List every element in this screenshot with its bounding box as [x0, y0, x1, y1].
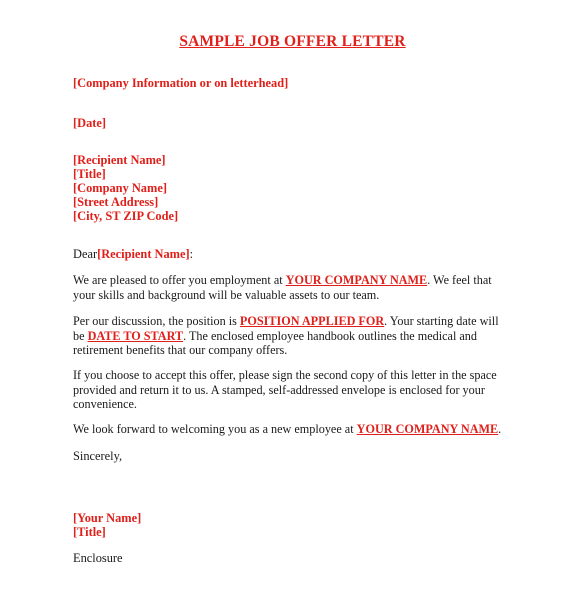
start-date-placeholder: DATE TO START	[87, 328, 184, 343]
position-placeholder: POSITION APPLIED FOR	[239, 314, 385, 328]
text-run: . We feel that	[427, 273, 492, 287]
text-line: provided and return it to us. A stamped, self-addressed envelope is enclosed for your	[73, 382, 485, 397]
text-run: We look forward to welcoming you as a new employee at	[73, 422, 357, 436]
paragraph-offer	[73, 273, 523, 302]
company-name-placeholder: YOUR COMPANY NAME	[285, 273, 428, 287]
paragraph-accept	[73, 368, 523, 412]
recipient-title: [Title]	[73, 167, 106, 181]
date-placeholder: [Date]	[73, 116, 107, 130]
text-line: your skills and background will be valuable assets to our team.	[73, 287, 380, 302]
salutation-prefix: Dear	[73, 247, 98, 261]
signer-title: [Title]	[73, 525, 106, 539]
salutation-suffix: :	[189, 247, 194, 261]
text-run: .	[498, 422, 502, 436]
letter-title: SAMPLE JOB OFFER LETTER	[179, 33, 406, 50]
salutation-name: [Recipient Name]	[97, 247, 190, 261]
company-name-placeholder: YOUR COMPANY NAME	[356, 422, 499, 436]
text-run: . Your starting date will	[384, 314, 499, 328]
company-info-placeholder: [Company Information or on letterhead]	[73, 76, 289, 90]
recipient-company: [Company Name]	[73, 181, 167, 195]
recipient-name: [Recipient Name]	[73, 153, 166, 167]
salutation	[73, 247, 193, 262]
recipient-city: [City, ST ZIP Code]	[73, 209, 179, 223]
text-line: If you choose to accept this offer, please sign the second copy of this letter in the space	[73, 368, 497, 382]
paragraph-welcome	[73, 422, 523, 437]
text-line: retirement benefits that our company offers.	[73, 343, 288, 357]
paragraph-position	[73, 314, 523, 358]
text-line: convenience.	[73, 397, 137, 411]
text-run: be	[73, 328, 88, 343]
text-run: Per our discussion, the position is	[73, 314, 240, 328]
text-run: . The enclosed employee handbook outlines the medical and	[183, 328, 477, 343]
text-run: We are pleased to offer you employment at	[73, 273, 286, 287]
recipient-street: [Street Address]	[73, 195, 159, 209]
closing: Sincerely,	[73, 449, 123, 463]
signer-name: [Your Name]	[73, 511, 142, 525]
enclosure-note: Enclosure	[73, 551, 123, 565]
